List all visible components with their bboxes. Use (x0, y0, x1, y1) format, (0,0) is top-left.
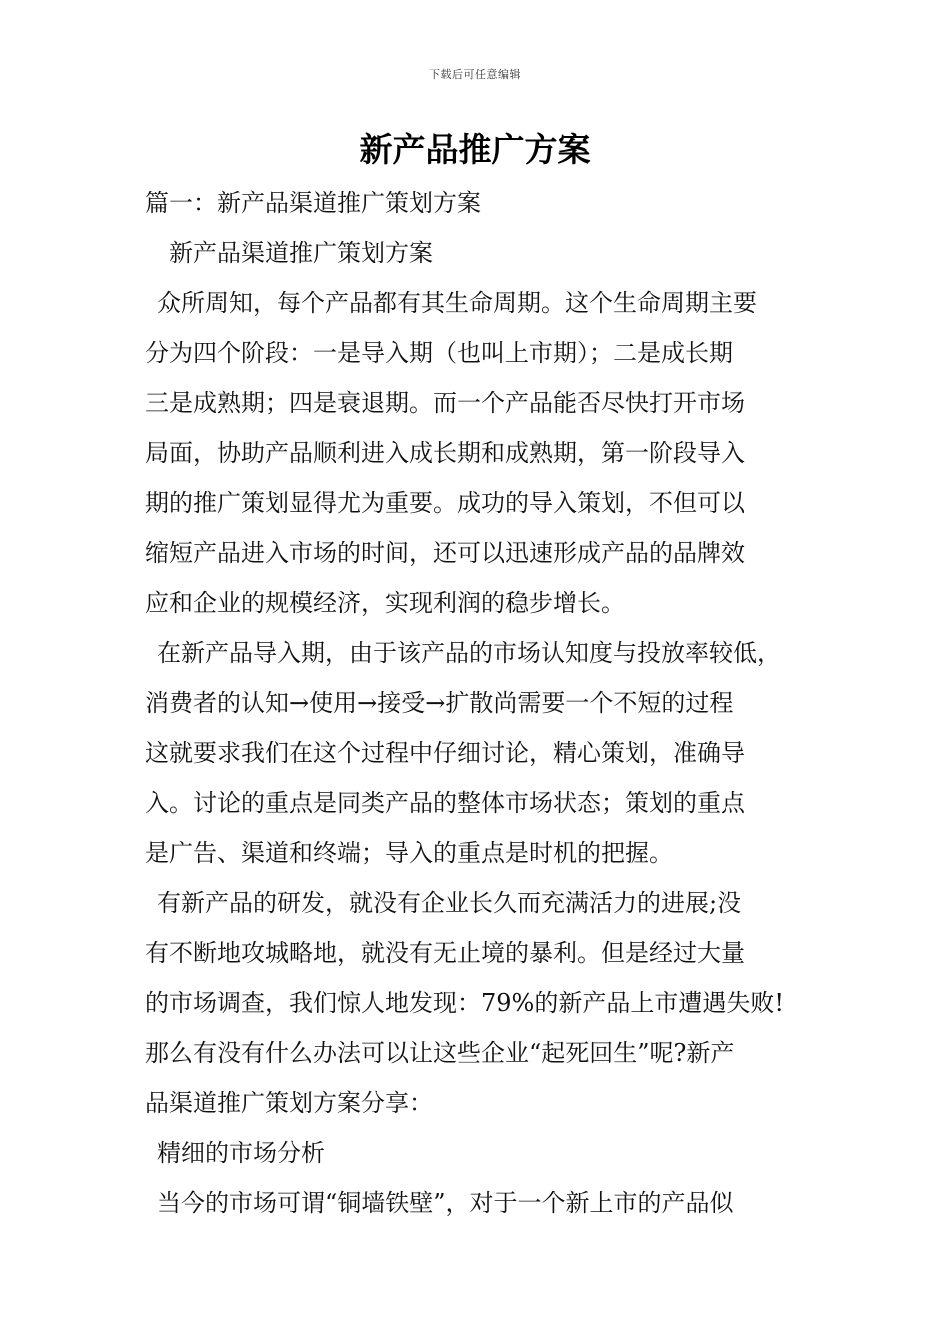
paragraph-line: 是广告、渠道和终端；导入的重点是时机的把握。 (145, 839, 673, 867)
paragraph-line: 品渠道推广策划方案分享： (145, 1089, 433, 1117)
paragraph-line: 局面，协助产品顺利进入成长期和成熟期，第一阶段导入 (145, 439, 745, 467)
section-heading: 篇一：新产品渠道推广策划方案 (145, 189, 481, 217)
paragraph-line: 应和企业的规模经济，实现利润的稳步增长。 (145, 589, 625, 617)
paragraph-line: 消费者的认知→使用→接受→扩散尚需要一个不短的过程 (145, 689, 734, 717)
paragraph-line: 分为四个阶段：一是导入期（也叫上市期）；二是成长期 (145, 339, 733, 367)
subsection-heading: 精细的市场分析 (157, 1139, 325, 1167)
paragraph-line: 的市场调查，我们惊人地发现：79%的新产品上市遭遇失败! (145, 989, 784, 1017)
subsection-heading: 新产品渠道推广策划方案 (169, 239, 433, 267)
paragraph-line: 期的推广策划显得尤为重要。成功的导入策划，不但可以 (145, 489, 745, 517)
paragraph-line: 有不断地攻城略地，就没有无止境的暴利。但是经过大量 (145, 939, 745, 967)
header-note: 下载后可任意编辑 (429, 68, 521, 81)
document-title: 新产品推广方案 (359, 130, 591, 169)
paragraph-line: 这就要求我们在这个过程中仔细讨论，精心策划，准确导 (145, 739, 745, 767)
paragraph-line: 有新产品的研发，就没有企业长久而充满活力的进展;没 (157, 889, 742, 917)
paragraph-line: 缩短产品进入市场的时间，还可以迅速形成产品的品牌效 (145, 539, 745, 567)
paragraph-line: 入。讨论的重点是同类产品的整体市场状态；策划的重点 (145, 789, 745, 817)
paragraph-line: 那么有没有什么办法可以让这些企业“起死回生”呢?新产 (145, 1039, 735, 1067)
paragraph-line: 三是成熟期；四是衰退期。而一个产品能否尽快打开市场 (145, 389, 745, 417)
document-body (145, 178, 825, 1228)
paragraph-line: 众所周知，每个产品都有其生命周期。这个生命周期主要 (157, 289, 757, 317)
paragraph-line: 在新产品导入期，由于该产品的市场认知度与投放率较低， (157, 639, 781, 667)
paragraph-line: 当今的市场可谓“铜墙铁壁”，对于一个新上市的产品似 (157, 1189, 734, 1217)
